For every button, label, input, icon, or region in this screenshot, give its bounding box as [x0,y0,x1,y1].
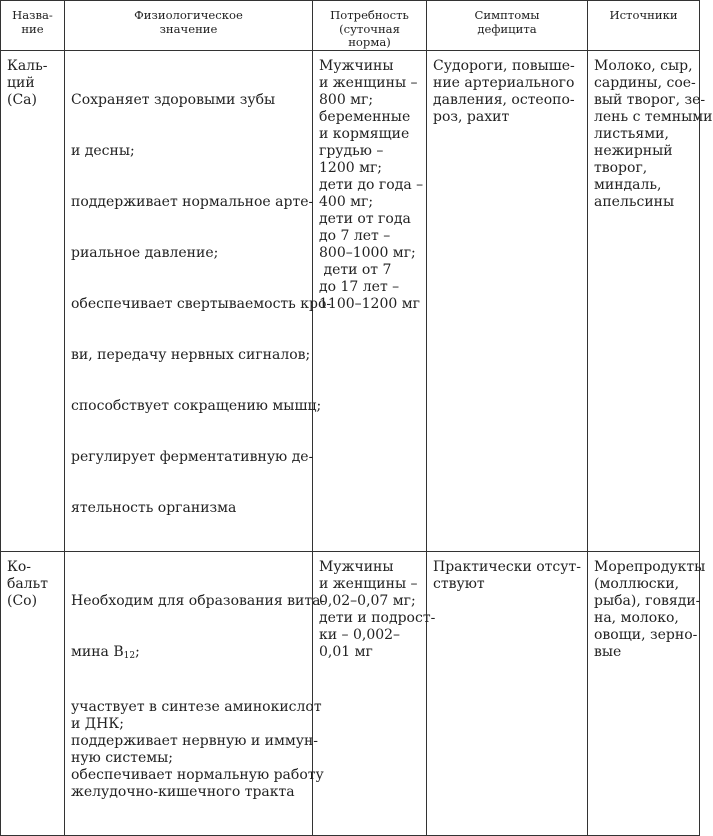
row-norm-cobalt: Мужчины и женщины – 0,02–0,07 мг; дети и подрост- ки – 0,002– 0,01 мг [313,551,427,835]
function-lines-calcium: Сохраняет здоровыми зубы и десны; поддерживает нормальное арте- риальное давление; обеспечивает свертываемость кро- ви, передачу нервных сигналов; способствует сокращению мышц; регулирует ферментативную де- ятельность организма [71,91,332,516]
header-row [1,1,700,51]
vitamin-b12-line: мина $B_{12}$; [71,643,140,661]
row-deficiency-calcium: Судороги, повыше- ние артериального давления, остеопо- роз, рахит [427,50,588,551]
row-name-calcium: Каль- ций (Ca) [1,50,65,551]
row-sources-calcium: Молоко, сыр, сардины, сое- вый творог, зе- лень с темными листьями, нежирный творог, миндаль, апельсины [588,50,700,551]
table-row-calcium [1,50,700,551]
row-name-cobalt: Ко- бальт (Co) [1,551,65,835]
row-function-cobalt [65,551,326,835]
row-norm-calcium: Мужчины и женщины – 800 мг; беременные и кормящие грудью – 1200 мг; дети до года – 400 мг; дети от года до 7 лет – 800–1000 мг; дети от 7 до 17 лет – 1100–1200 мг [313,50,427,551]
row-function-calcium [65,50,332,551]
header-deficiency: Симптомы дефицита [427,1,588,51]
table-row-cobalt [1,551,700,835]
header-name: Назва- ние [1,1,65,51]
header-norm: Потребность (суточная норма) [313,1,427,51]
function-lines-cobalt: Необходим для образования вита- мина $B_{12}$; участвует в синтезе аминокислот и ДНК; поддерживает нервную и иммун- ную системы; обеспечивает нормальную работу желудочно-кишечного тракта [71,592,326,800]
row-deficiency-cobalt: Практически отсут- ствуют [427,551,588,835]
row-sources-cobalt: Морепродукты (моллюски, рыба), говяди- на, молоко, овощи, зерно- вые [588,551,700,835]
header-sources: Источники [588,1,700,51]
header-function: Физиологическое значение [65,1,313,51]
